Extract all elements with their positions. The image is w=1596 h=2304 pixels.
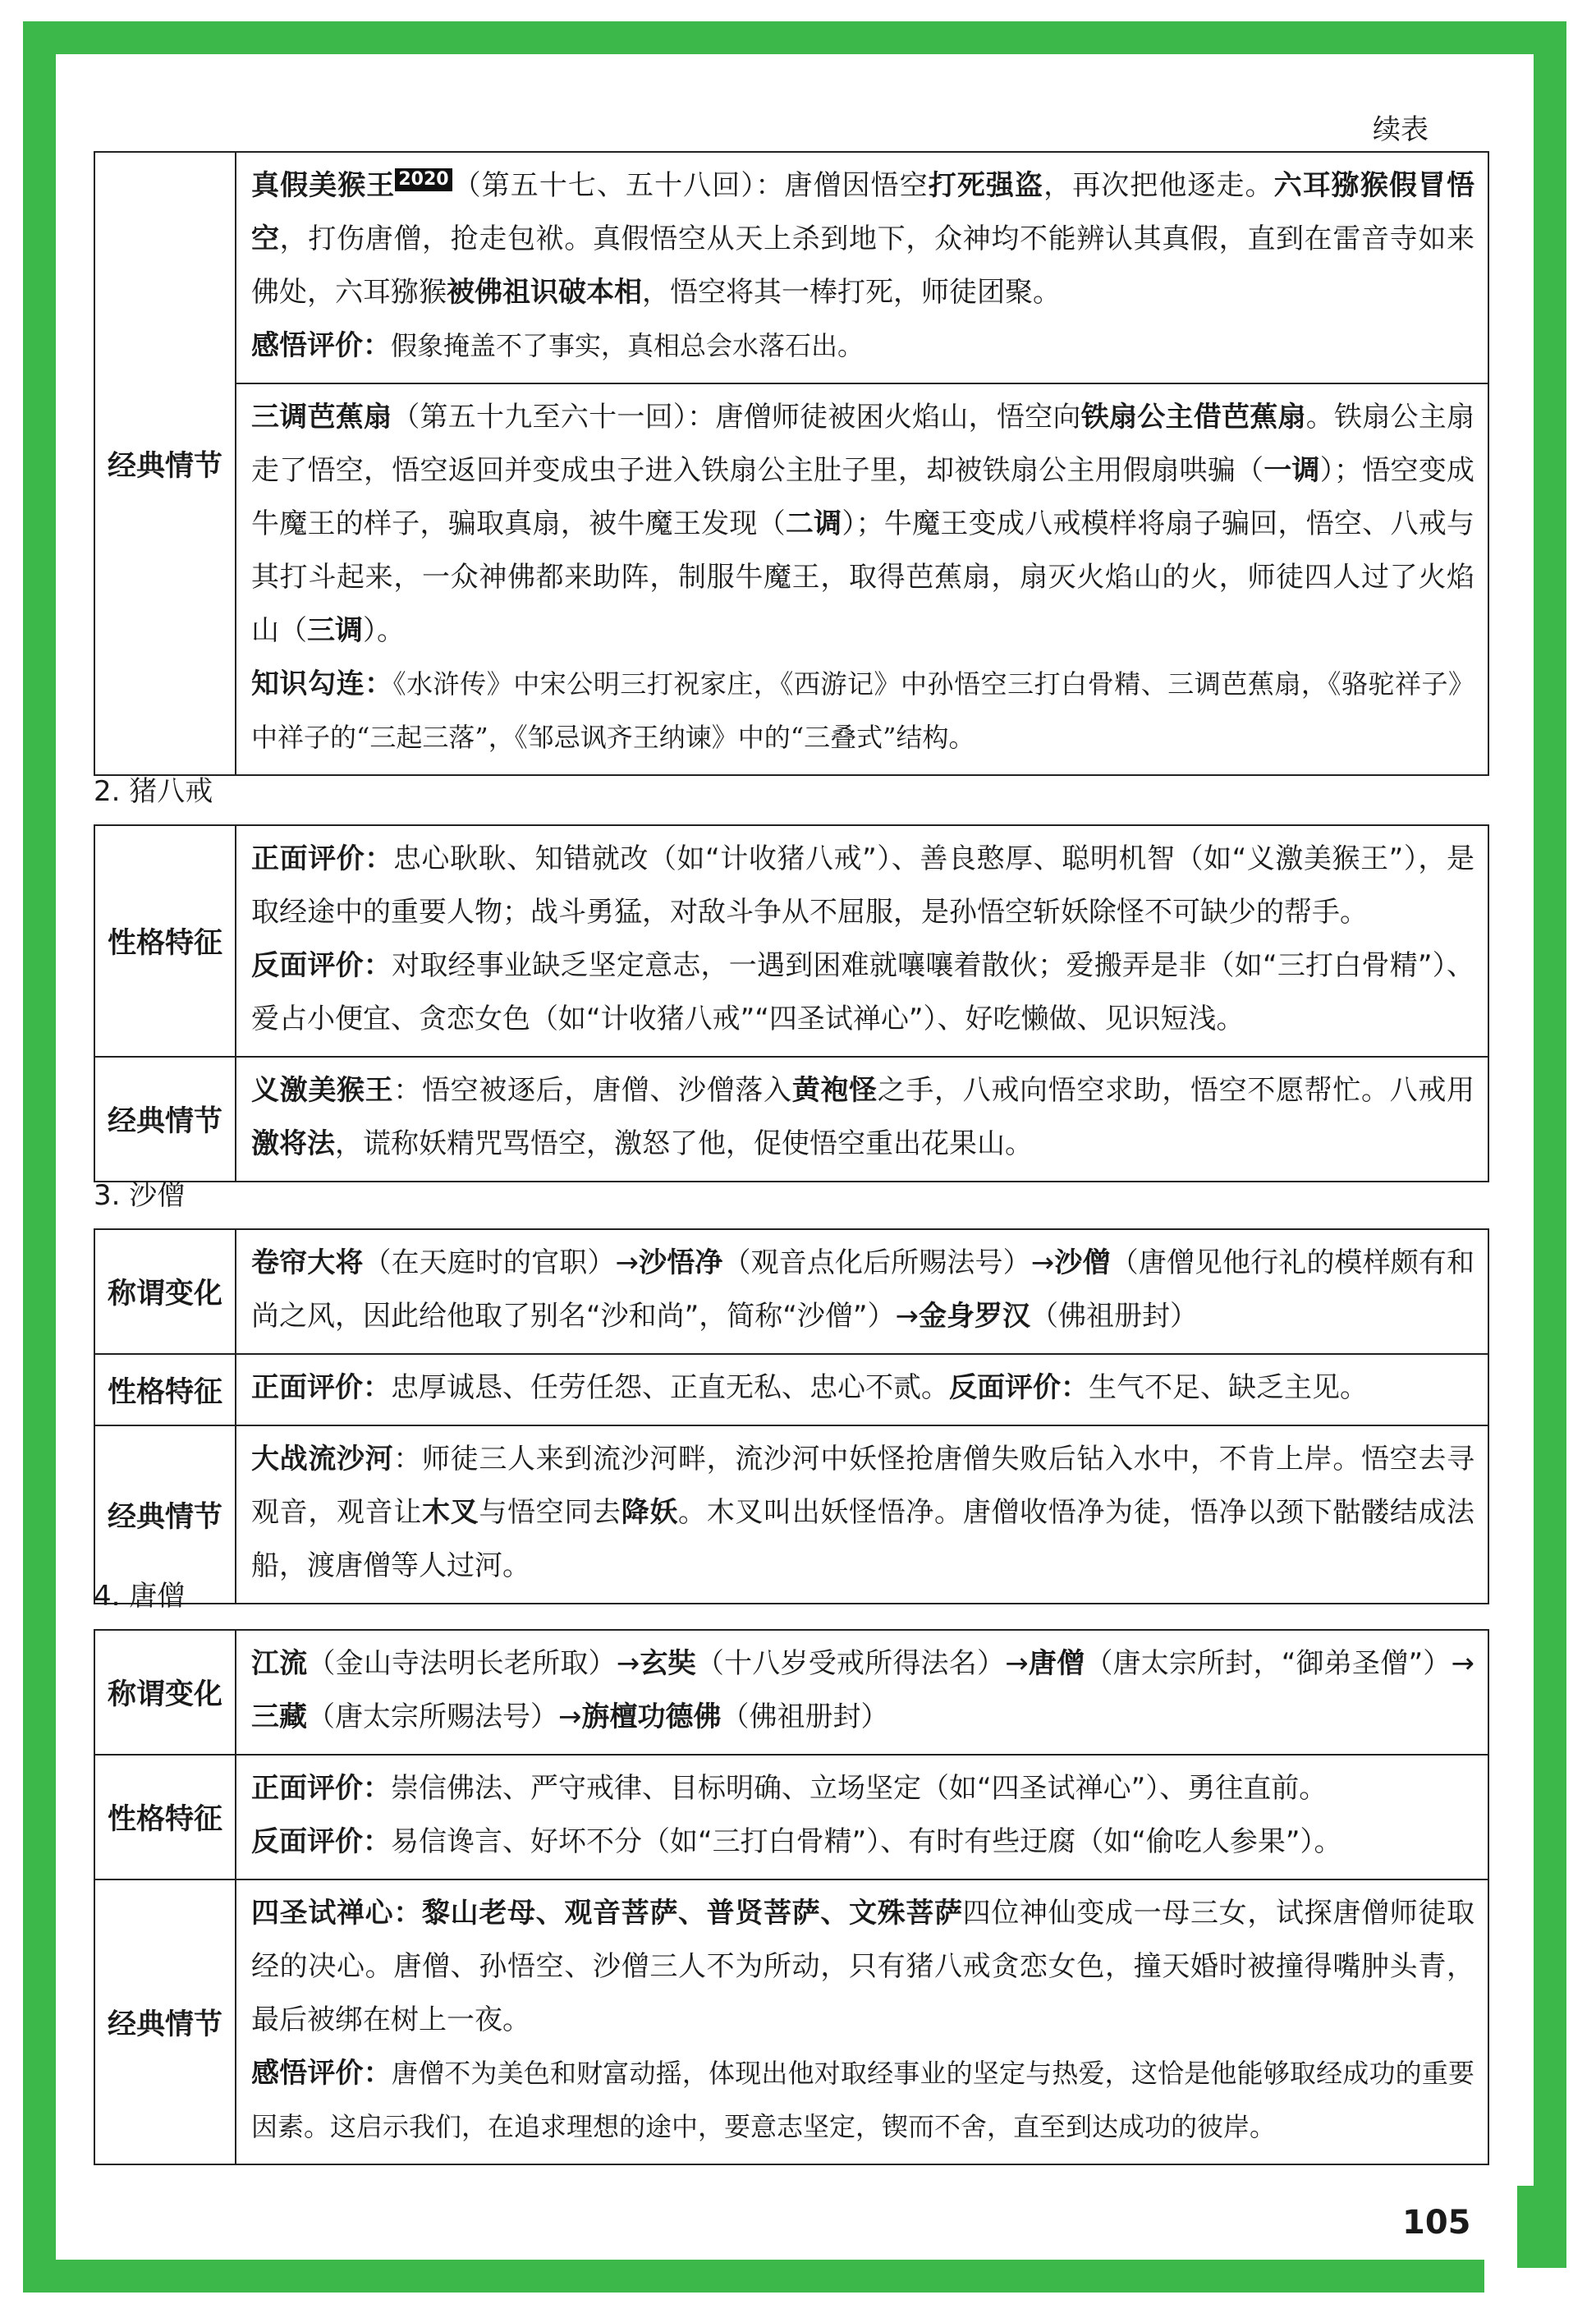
plot-banana-fan: 三调芭蕉扇（第五十九至六十一回）：唐僧师徒被困火焰山，悟空向铁扇公主借芭蕉扇。铁扇公主扇走了悟空，悟空返回并变成虫子进入铁扇公主肚子里，却被铁扇公主用假扇哄骗（一调）；悟空变成牛魔王的样子，骗取真扇，被牛魔王发现（二调）；牛魔王变成八戒模样将扇子骗回，悟空、八戒与其打斗起来，一众神佛都来助阵，制服牛魔王，取得芭蕉扇，扇灭火焰山的火，师徒四人过了火焰山（三调）。 [251, 401, 1475, 647]
green-frame-bottom [23, 2260, 1566, 2293]
reflection-evaluation: 感悟评价：假象掩盖不了事实，真相总会水落石出。 [251, 329, 864, 362]
section-title-zhubajie: 2. 猪八戒 [94, 775, 213, 808]
cell-bajie-character [236, 825, 1488, 1057]
row-label-character: 性格特征 [94, 1755, 236, 1879]
plot-liusha-river: 大战流沙河：师徒三人来到流沙河畔，流沙河中妖怪抢唐僧失败后钻入水中，不肯上岸。悟空去寻观音，观音让木叉与悟空同去降妖。木叉叫出妖怪悟净。唐僧收悟净为徒，悟净以颈下骷髅结成法船，渡唐僧等人过河。 [251, 1443, 1475, 1582]
plot-fake-monkey-king: 真假美猴王 2020 （第五十七、五十八回）：唐僧因悟空打死强盗，再次把他逐走。六耳猕猴假冒悟空，打伤唐僧，抢走包袱。真假悟空从天上杀到地下，众神均不能辨认其真假，直到在雷音寺如来佛处，六耳猕猴被佛祖识破本相，悟空将其一棒打死，师徒团聚。 [251, 169, 1475, 309]
row-label-classic-plots: 经典情节 [94, 1425, 236, 1604]
row-label-character: 性格特征 [94, 825, 236, 1057]
evaluations: 正面评价：忠厚诚恳、任劳任怨、正直无私、忠心不贰。反面评价：生气不足、缺乏主见。 [251, 1371, 1368, 1404]
frame-corner-tab [1517, 2186, 1566, 2268]
table-wukong-plots [94, 151, 1489, 776]
positive-evaluation: 正面评价：忠心耿耿、知错就改（如“计收猪八戒”）、善良憨厚、聪明机智（如“义激美猴王”），是取经途中的重要人物；战斗勇猛，对敌斗争从不屈服，是孙悟空斩妖除怪不可缺少的帮手。 [251, 842, 1474, 929]
title-changes: 卷帘大将（在天庭时的官职）→沙悟净（观音点化后所赐法号）→沙僧（唐僧见他行礼的模样颇有和尚之风，因此给他取了别名“沙和尚”，简称“沙僧”）→金身罗汉（佛祖册封） [251, 1246, 1475, 1333]
cell-shaseng-plot [236, 1425, 1488, 1604]
cell-banana-fan [236, 383, 1488, 775]
page-number: 105 [1402, 2204, 1471, 2242]
cell-shaseng-character [236, 1354, 1488, 1425]
cell-tangseng-plot [236, 1879, 1488, 2164]
plot-four-saints: 四圣试禅心：黎山老母、观音菩萨、普贤菩萨、文殊菩萨四位神仙变成一母三女，试探唐僧师徒取经的决心。唐僧、孙悟空、沙僧三人不为所动，只有猪八戒贪恋女色，撞天婚时被撞得嘴肿头青，最后被绑在树上一夜。 [251, 1897, 1475, 2036]
row-label-classic-plots: 经典情节 [94, 1879, 236, 2164]
green-frame-right [1534, 21, 1566, 2293]
positive-evaluation: 正面评价：崇信佛法、严守戒律、目标明确、立场坚定（如“四圣试禅心”）、勇往直前。 [251, 1772, 1328, 1805]
row-label-character: 性格特征 [94, 1354, 236, 1425]
negative-evaluation: 反面评价：对取经事业缺乏坚定意志，一遇到困难就嚷嚷着散伙；爱搬弄是非（如“三打白骨精”）、爱占小便宜、贪恋女色（如“计收猪八戒”“四圣试禅心”）、好吃懒做、见识短浅。 [251, 949, 1474, 1035]
row-label-classic-plots: 经典情节 [94, 1057, 236, 1182]
cell-fake-monkey-king [236, 152, 1488, 383]
negative-evaluation: 反面评价：易信谗言、好坏不分（如“三打白骨精”）、有时有些迂腐（如“偷吃人参果”）。 [251, 1825, 1342, 1858]
reflection-evaluation: 感悟评价：唐僧不为美色和财富动摇，体现出他对取经事业的坚定与热爱，这恰是他能够取经成功的重要因素。这启示我们，在追求理想的途中，要意志坚定，锲而不舍，直至到达成功的彼岸。 [251, 2057, 1474, 2142]
table-tangseng [94, 1629, 1489, 2165]
title-changes: 江流（金山寺法明长老所取）→玄奘（十八岁受戒所得法名）→唐僧（唐太宗所封，“御弟圣僧”）→三藏（唐太宗所赐法号）→旃檀功德佛（佛祖册封） [251, 1647, 1474, 1733]
knowledge-link: 知识勾连：《水浒传》中宋公明三打祝家庄，《西游记》中孙悟空三打白骨精、三调芭蕉扇，《骆驼祥子》中祥子的“三起三落”，《邹忌讽齐王纳谏》中的“三叠式”结构。 [251, 668, 1474, 753]
continued-label: 续表 [1373, 113, 1429, 146]
row-label-classic-plots: 经典情节 [94, 152, 236, 775]
cell-bajie-plot [236, 1057, 1488, 1182]
section-title-shaseng: 3. 沙僧 [94, 1179, 186, 1212]
table-shaseng [94, 1228, 1489, 1604]
section-title-tangseng: 4. 唐僧 [94, 1580, 186, 1613]
cell-tangseng-titles [236, 1630, 1488, 1755]
green-frame-left [23, 21, 56, 2281]
green-frame-top [23, 21, 1566, 54]
cell-tangseng-character [236, 1755, 1488, 1879]
table-zhubajie [94, 824, 1489, 1182]
row-label-titles: 称谓变化 [94, 1229, 236, 1354]
cell-shaseng-titles [236, 1229, 1488, 1354]
plot-provoke-monkey-king: 义激美猴王：悟空被逐后，唐僧、沙僧落入黄袍怪之手，八戒向悟空求助，悟空不愿帮忙。八戒用激将法，谎称妖精咒骂悟空，激怒了他，促使悟空重出花果山。 [251, 1074, 1475, 1160]
row-label-titles: 称谓变化 [94, 1630, 236, 1755]
year-badge: 2020 [395, 168, 452, 191]
